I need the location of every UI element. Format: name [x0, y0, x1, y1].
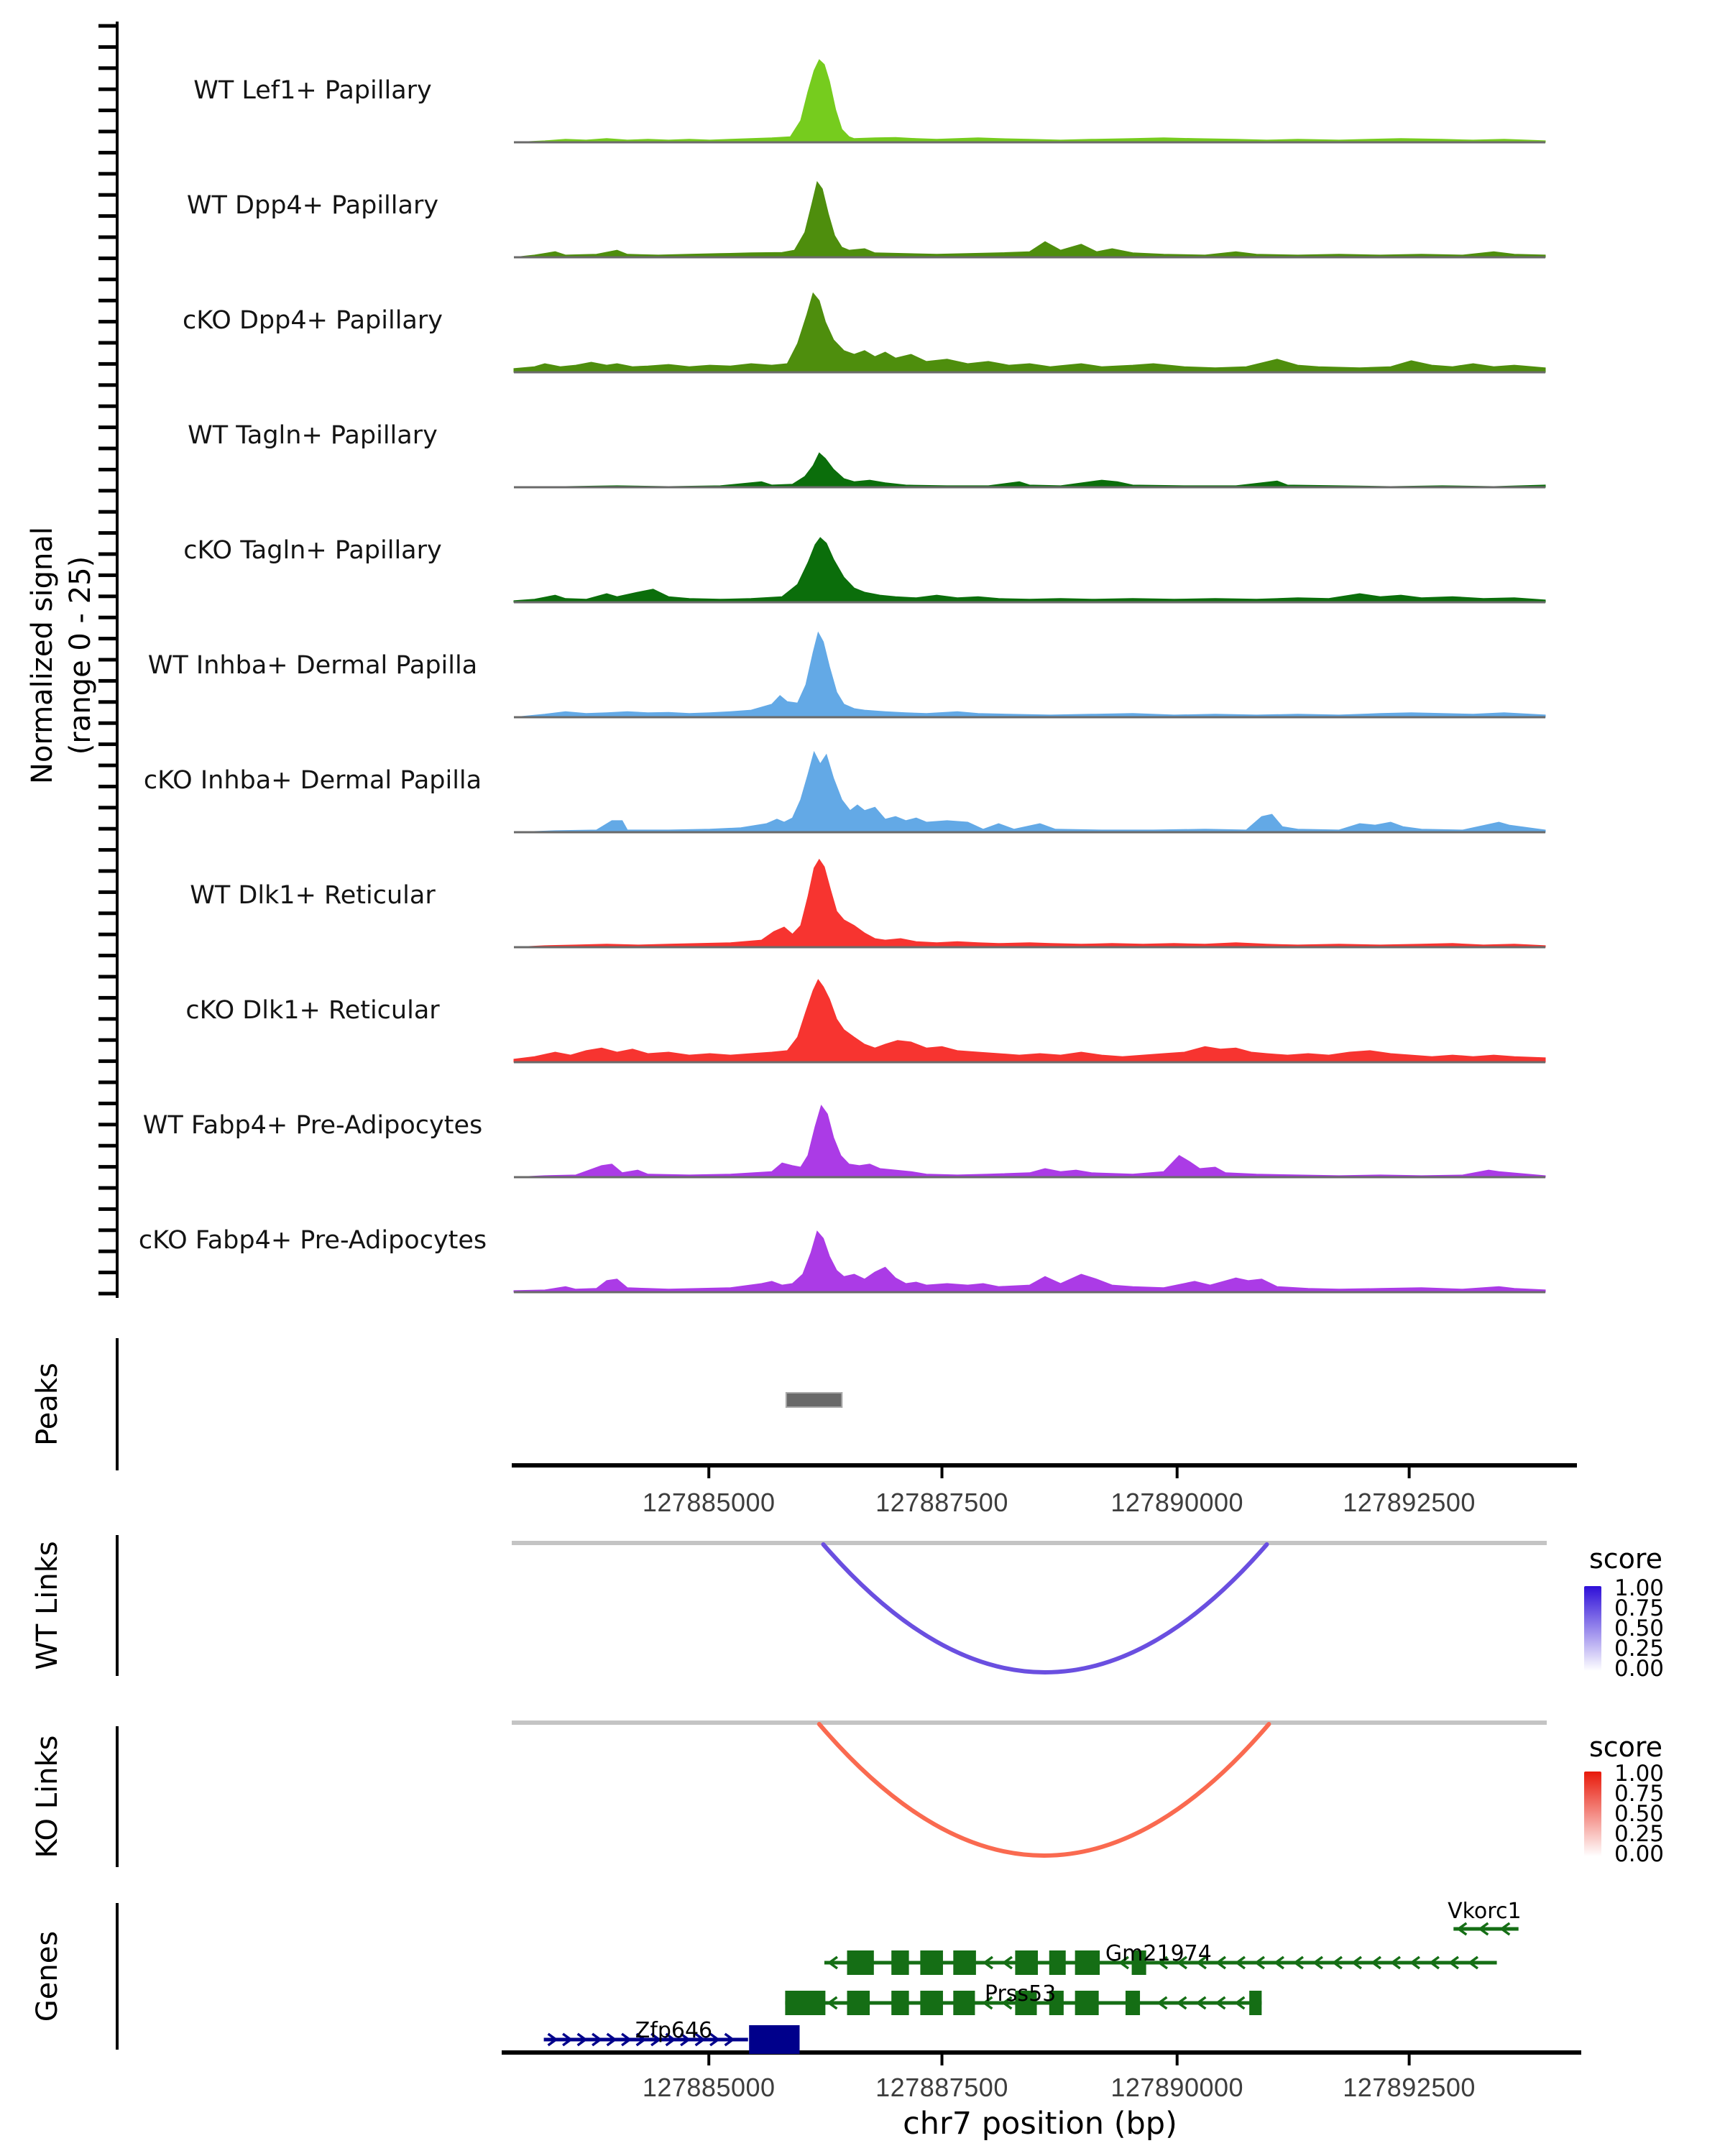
coverage-baseline-7: [514, 831, 1545, 834]
signal-axis-tick: [98, 975, 116, 979]
position-axis-tick: [941, 1468, 944, 1478]
signal-axis-tick: [98, 109, 116, 112]
position-tick-label: 127890000: [1110, 2073, 1244, 2102]
coverage-signal-6: [514, 632, 1545, 717]
track-label-10: WT Fabp4+ Pre-Adipocytes: [142, 1111, 483, 1140]
y-axis-label-line2: (range 0 - 25): [64, 556, 97, 755]
ko-links-baseline: [512, 1720, 1547, 1725]
coverage-signal-9: [514, 980, 1545, 1062]
track-label-8: WT Dlk1+ Reticular: [190, 881, 436, 910]
position-tick-label: 127887500: [875, 2073, 1008, 2102]
position-axis-tick: [1408, 1468, 1411, 1478]
coverage-baseline-8: [514, 946, 1545, 949]
signal-axis-tick: [98, 1102, 116, 1105]
coverage-baseline-1: [514, 142, 1545, 144]
wt-links-arc: [824, 1544, 1267, 1672]
section-bar-3: [116, 1903, 119, 2050]
x-axis-title: chr7 position (bp): [903, 2106, 1177, 2142]
coverage-signal-1: [514, 60, 1545, 142]
signal-axis-tick: [98, 933, 116, 936]
coverage-baseline-6: [514, 717, 1545, 719]
position-tick-label: 127892500: [1343, 2073, 1476, 2102]
signal-axis-tick: [98, 236, 116, 239]
track-label-3: cKO Dpp4+ Papillary: [183, 306, 443, 335]
signal-axis-tick: [98, 1144, 116, 1148]
wt-links-label: WT Links: [31, 1541, 64, 1670]
signal-axis-tick: [98, 1038, 116, 1042]
position-axis-tick: [941, 2055, 944, 2065]
Gm21974-exon: [1049, 1950, 1066, 1975]
signal-axis-tick: [98, 130, 116, 134]
coverage-signal-2: [514, 182, 1545, 257]
section-bar-1: [116, 1535, 119, 1676]
signal-axis-tick: [98, 1292, 116, 1296]
Prss53-exon: [785, 1991, 825, 2015]
position-axis-tick: [1408, 2055, 1411, 2065]
Prss53-exon: [1126, 1991, 1140, 2015]
Gm21974-exon: [920, 1950, 943, 1975]
coverage-baseline-10: [514, 1176, 1545, 1179]
wt-score-legend-title: score: [1588, 1543, 1663, 1575]
coverage-baseline-4: [514, 487, 1545, 489]
Gm21974-exon: [847, 1950, 874, 1975]
signal-axis-tick: [98, 954, 116, 957]
signal-axis-tick: [98, 299, 116, 303]
track-label-7: cKO Inhba+ Dermal Papilla: [143, 766, 482, 795]
coverage-signal-4: [514, 453, 1545, 487]
wt-links-legend-label: 0.25: [1614, 1636, 1665, 1662]
signal-axis-tick: [98, 1059, 116, 1063]
ko-score-legend-title: score: [1588, 1731, 1663, 1763]
ko-links-legend-label: 0.75: [1614, 1781, 1665, 1807]
y-axis-label: [24, 382, 103, 929]
signal-axis-tick: [98, 341, 116, 345]
signal-axis-tick: [98, 1207, 116, 1211]
ko-links-legend-label: 0.00: [1614, 1841, 1665, 1867]
Gm21974-exon: [1015, 1950, 1038, 1975]
signal-axis-tick: [98, 1271, 116, 1274]
track-label-5: cKO Tagln+ Papillary: [183, 536, 442, 565]
ko-links-legend-label: 1.00: [1614, 1761, 1665, 1787]
coverage-signal-10: [514, 1105, 1545, 1177]
position-tick-label: 127885000: [642, 2073, 776, 2102]
coverage-signal-11: [514, 1231, 1545, 1292]
position-axis-tick: [707, 2055, 710, 2065]
track-label-6: WT Inhba+ Dermal Papilla: [147, 651, 478, 680]
position-tick-label: 127887500: [875, 1488, 1008, 1517]
wt-links-legend-label: 0.50: [1614, 1616, 1665, 1641]
wt-links-baseline: [512, 1541, 1547, 1545]
signal-axis-tick: [98, 1165, 116, 1169]
Zfp646-gene-label: Zfp646: [635, 2018, 713, 2043]
Vkorc1-gene-line: [1453, 1927, 1518, 1931]
position-axis-line: [512, 1463, 1577, 1468]
signal-axis-tick: [98, 1187, 116, 1190]
ko-links-label: KO Links: [31, 1735, 64, 1858]
section-bar-2: [116, 1726, 119, 1867]
position-axis-tick: [707, 1468, 710, 1478]
coverage-baseline-2: [514, 257, 1545, 259]
signal-axis-tick: [98, 362, 116, 366]
signal-axis-tick: [98, 172, 116, 175]
position-tick-label: 127892500: [1343, 1488, 1476, 1517]
Gm21974-exon: [953, 1950, 976, 1975]
signal-axis-tick: [98, 1081, 116, 1084]
Prss53-gene-label: Prss53: [984, 1981, 1057, 2007]
track-label-11: cKO Fabp4+ Pre-Adipocytes: [138, 1226, 487, 1255]
genes-label: Genes: [31, 1930, 64, 2022]
track-label-9: cKO Dlk1+ Reticular: [185, 996, 440, 1025]
peak-interval-box: [786, 1393, 842, 1407]
Prss53-exon: [847, 1991, 870, 2015]
coverage-baseline-11: [514, 1291, 1545, 1294]
wt-score-gradient-bar: [1584, 1586, 1601, 1671]
ko-score-gradient-bar: [1584, 1772, 1601, 1856]
signal-axis-tick: [98, 257, 116, 260]
position-axis-tick: [1176, 2055, 1179, 2065]
coverage-baseline-9: [514, 1061, 1545, 1064]
position-tick-label: 127885000: [642, 1488, 776, 1517]
y-axis-label-line1: Normalized signal: [26, 527, 59, 784]
track-label-2: WT Dpp4+ Papillary: [186, 191, 439, 220]
coverage-signal-3: [514, 293, 1545, 372]
coverage-baseline-5: [514, 602, 1545, 604]
Vkorc1-gene-label: Vkorc1: [1448, 1899, 1522, 1924]
ko-links-legend-label: 0.25: [1614, 1821, 1665, 1847]
signal-axis-tick: [98, 45, 116, 49]
position-tick-label: 127890000: [1110, 1488, 1244, 1517]
wt-links-legend-label: 0.75: [1614, 1595, 1665, 1621]
signal-axis-tick: [98, 66, 116, 70]
peaks-label: Peaks: [31, 1363, 64, 1446]
Prss53-exon: [891, 1991, 908, 2015]
track-label-4: WT Tagln+ Papillary: [188, 421, 438, 450]
track-label-1: WT Lef1+ Papillary: [193, 76, 432, 105]
Gm21974-exon: [891, 1950, 908, 1975]
position-axis-line: [502, 2050, 1581, 2055]
position-axis-tick: [1176, 1468, 1179, 1478]
section-bar-0: [116, 1338, 119, 1470]
coverage-signal-5: [514, 538, 1545, 602]
ko-links-legend-label: 0.50: [1614, 1801, 1665, 1827]
coverage-signal-8: [514, 860, 1545, 947]
signal-axis-tick: [98, 277, 116, 281]
Prss53-exon: [1249, 1991, 1261, 2015]
wt-links-legend-label: 0.00: [1614, 1656, 1665, 1682]
ko-links-arc: [819, 1724, 1269, 1856]
Gm21974-gene-label: Gm21974: [1105, 1941, 1212, 1966]
coverage-baseline-3: [514, 372, 1545, 374]
signal-axis-tick: [98, 24, 116, 28]
coverage-signal-7: [514, 752, 1545, 832]
signal-axis-tick: [98, 151, 116, 155]
wt-links-legend-label: 1.00: [1614, 1575, 1665, 1601]
